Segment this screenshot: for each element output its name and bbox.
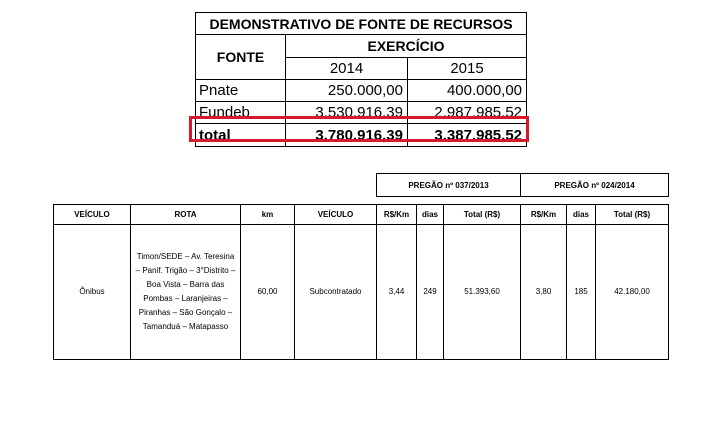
cell-rota: Timon/SEDE – Av. Teresina – Panif. Trigão – 3°Distrito – Boa Vista – Barra das Pombas – Laranjeiras – Piranhas – São Gonçalo – Tamanduá – Matapasso: [131, 225, 241, 360]
cell-p1-rskm: 3,44: [377, 225, 417, 360]
pregao-024-header: PREGÃO nº 024/2014: [521, 174, 669, 197]
col-rota: ROTA: [131, 205, 241, 225]
transporte-table: [53, 204, 669, 360]
table-row: [196, 80, 527, 102]
total-row: [196, 124, 527, 147]
value-2014: 250.000,00: [286, 80, 408, 102]
cell-tipo: Subcontratado: [295, 225, 377, 360]
col-km: km: [241, 205, 295, 225]
table-title: DEMONSTRATIVO DE FONTE DE RECURSOS: [196, 13, 527, 35]
total-2015: 3.387.985,52: [408, 124, 527, 147]
value-2015: 400.000,00: [408, 80, 527, 102]
col-veiculo-tipo: VEÍCULO: [295, 205, 377, 225]
col-p2-total: Total (R$): [596, 205, 669, 225]
pregao-037-header: PREGÃO nº 037/2013: [377, 174, 521, 197]
col-p1-total: Total (R$): [444, 205, 521, 225]
col-p2-dias: dias: [567, 205, 596, 225]
header-row: [54, 205, 669, 225]
table-row: [54, 225, 669, 360]
cell-p2-dias: 185: [567, 225, 596, 360]
year-2014-header: 2014: [286, 58, 408, 80]
cell-p2-total: 42.180,00: [596, 225, 669, 360]
cell-km: 60,00: [241, 225, 295, 360]
pregao-header-table: [376, 173, 669, 197]
cell-veiculo: Ônibus: [54, 225, 131, 360]
col-veiculo: VEÍCULO: [54, 205, 131, 225]
fonte-label: Fundeb: [196, 102, 286, 124]
total-2014: 3.780.916,39: [286, 124, 408, 147]
cell-p1-total: 51.393,60: [444, 225, 521, 360]
table-row: [196, 102, 527, 124]
fonte-label: Pnate: [196, 80, 286, 102]
cell-p1-dias: 249: [417, 225, 444, 360]
exercicio-header: EXERCÍCIO: [286, 35, 527, 58]
total-label: total: [196, 124, 286, 147]
col-p2-rskm: R$/Km: [521, 205, 567, 225]
cell-p2-rskm: 3,80: [521, 225, 567, 360]
col-p1-dias: dias: [417, 205, 444, 225]
fonte-header: FONTE: [196, 35, 286, 80]
value-2014: 3.530.916,39: [286, 102, 408, 124]
col-p1-rskm: R$/Km: [377, 205, 417, 225]
year-2015-header: 2015: [408, 58, 527, 80]
value-2015: 2.987.985,52: [408, 102, 527, 124]
fonte-recursos-table: [195, 12, 527, 147]
